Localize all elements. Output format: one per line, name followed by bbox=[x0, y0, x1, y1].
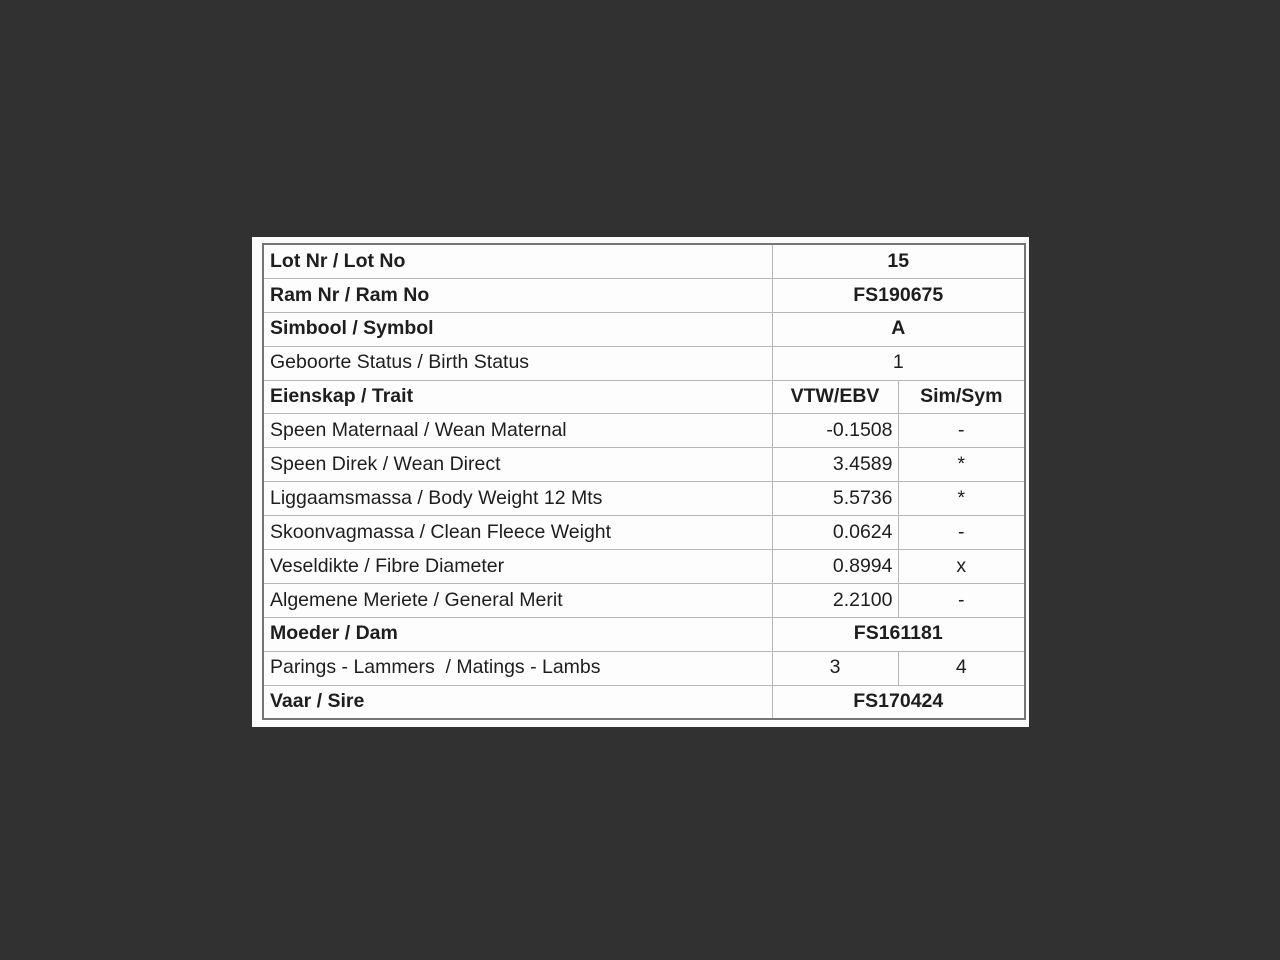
trait-ebv-value: 5.5736 bbox=[772, 482, 898, 516]
table-row-body-weight bbox=[263, 482, 1025, 516]
birth-status-value: 1 bbox=[772, 346, 1025, 380]
ebv-column-header: VTW/EBV bbox=[772, 380, 898, 414]
table-row-dam bbox=[263, 617, 1025, 651]
dam-label: Moeder / Dam bbox=[263, 617, 772, 651]
trait-symbol-value: * bbox=[898, 482, 1025, 516]
trait-symbol-value: - bbox=[898, 583, 1025, 617]
symbol-value: A bbox=[772, 312, 1025, 346]
trait-symbol-value: - bbox=[898, 414, 1025, 448]
table-row-sire bbox=[263, 685, 1025, 719]
trait-ebv-value: 0.8994 bbox=[772, 550, 898, 584]
trait-label: Veseldikte / Fibre Diameter bbox=[263, 550, 772, 584]
matings-lambs-label: Parings - Lammers / Matings - Lambs bbox=[263, 651, 772, 685]
trait-label: Liggaamsmassa / Body Weight 12 Mts bbox=[263, 482, 772, 516]
ram-catalogue-card bbox=[252, 237, 1029, 727]
trait-label: Speen Direk / Wean Direct bbox=[263, 448, 772, 482]
lot-number-value: 15 bbox=[772, 244, 1025, 278]
sire-label: Vaar / Sire bbox=[263, 685, 772, 719]
ram-data-table bbox=[262, 243, 1026, 720]
symbol-column-header: Sim/Sym bbox=[898, 380, 1025, 414]
trait-symbol-value: * bbox=[898, 448, 1025, 482]
table-row-fibre-diameter bbox=[263, 550, 1025, 584]
table-row-general-merit bbox=[263, 583, 1025, 617]
trait-column-header: Eienskap / Trait bbox=[263, 380, 772, 414]
table-row-wean-direct bbox=[263, 448, 1025, 482]
birth-status-label: Geboorte Status / Birth Status bbox=[263, 346, 772, 380]
trait-ebv-value: 2.2100 bbox=[772, 583, 898, 617]
table-row-lot bbox=[263, 244, 1025, 278]
lot-number-label: Lot Nr / Lot No bbox=[263, 244, 772, 278]
trait-ebv-value: 0.0624 bbox=[772, 516, 898, 550]
trait-symbol-value: - bbox=[898, 516, 1025, 550]
sire-value: FS170424 bbox=[772, 685, 1025, 719]
table-row-wean-maternal bbox=[263, 414, 1025, 448]
table-row-birth-status bbox=[263, 346, 1025, 380]
symbol-label: Simbool / Symbol bbox=[263, 312, 772, 346]
table-header-row bbox=[263, 380, 1025, 414]
trait-label: Speen Maternaal / Wean Maternal bbox=[263, 414, 772, 448]
trait-label: Algemene Meriete / General Merit bbox=[263, 583, 772, 617]
trait-ebv-value: 3.4589 bbox=[772, 448, 898, 482]
matings-count: 3 bbox=[772, 651, 898, 685]
table-row-matings-lambs bbox=[263, 651, 1025, 685]
lambs-count: 4 bbox=[898, 651, 1025, 685]
table-row-symbol bbox=[263, 312, 1025, 346]
ram-number-value: FS190675 bbox=[772, 278, 1025, 312]
trait-label: Skoonvagmassa / Clean Fleece Weight bbox=[263, 516, 772, 550]
dam-value: FS161181 bbox=[772, 617, 1025, 651]
table-row-ram bbox=[263, 278, 1025, 312]
trait-symbol-value: x bbox=[898, 550, 1025, 584]
table-row-clean-fleece-weight bbox=[263, 516, 1025, 550]
trait-ebv-value: -0.1508 bbox=[772, 414, 898, 448]
ram-number-label: Ram Nr / Ram No bbox=[263, 278, 772, 312]
